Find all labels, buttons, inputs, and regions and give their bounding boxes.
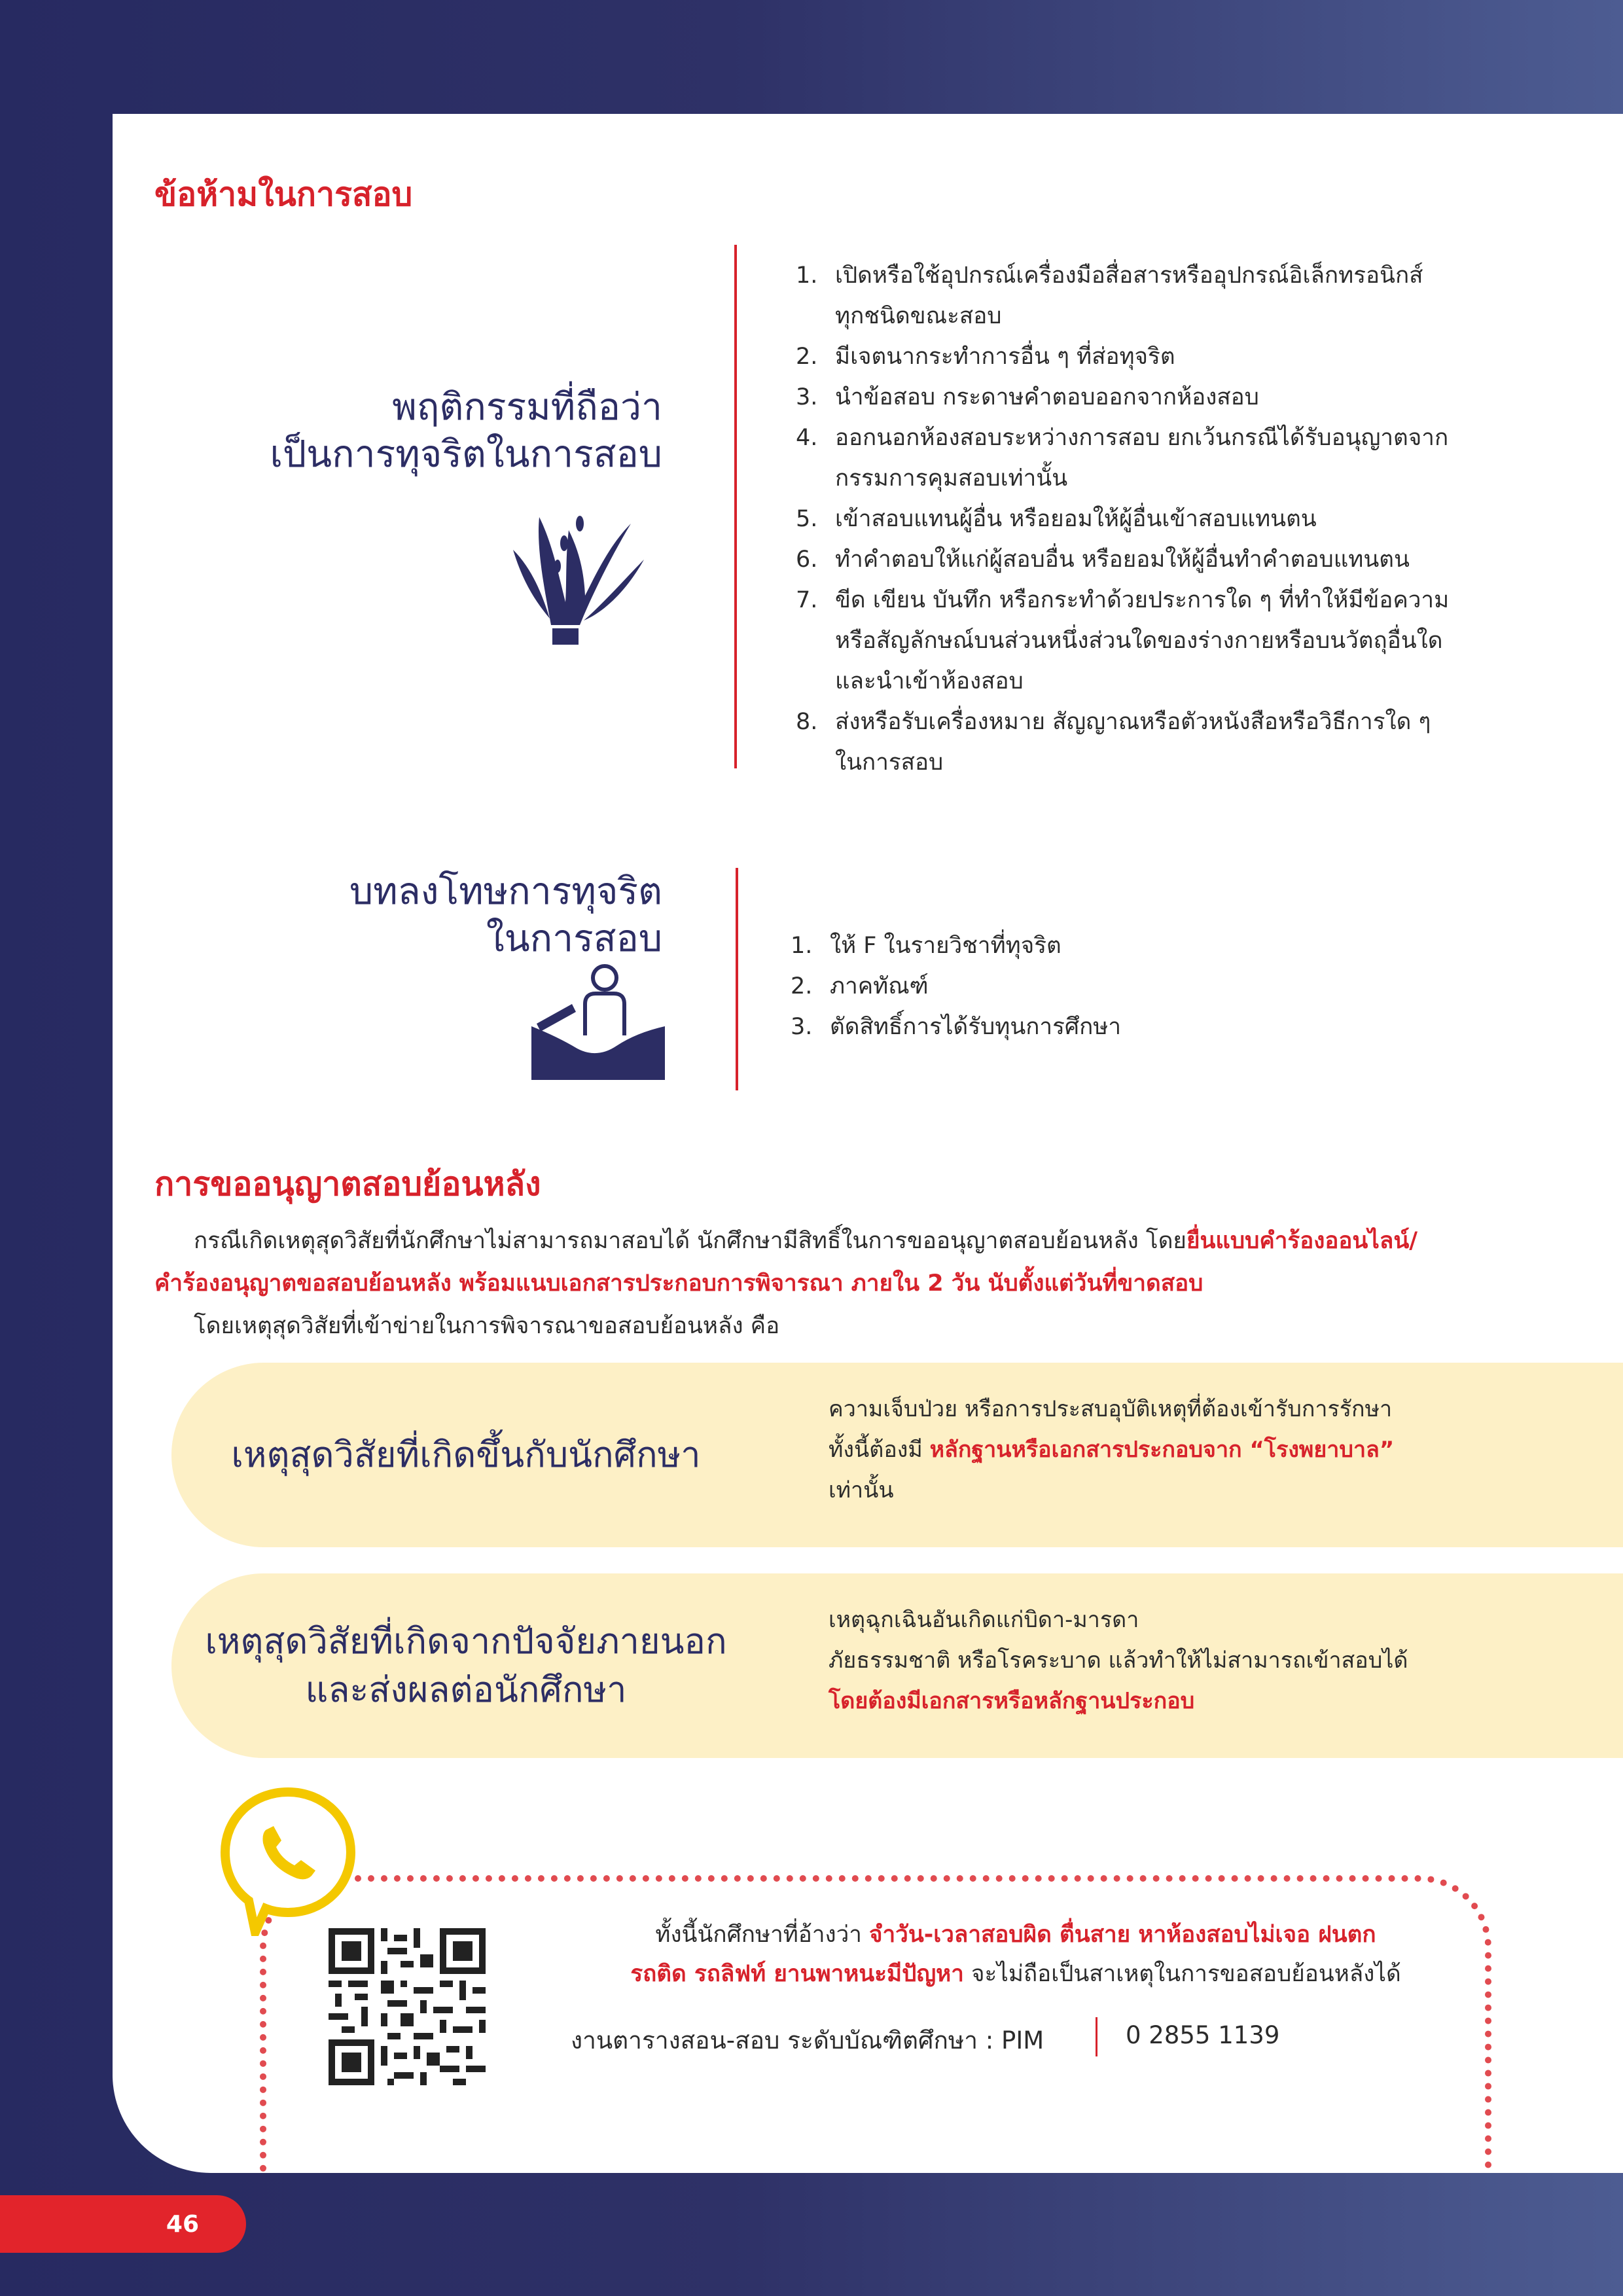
divider-line-2 <box>736 868 738 1090</box>
contact-divider <box>1096 2017 1097 2056</box>
list-item: 7. ขีด เขียน บันทึก หรือกระทำด้วยประการใด ๆ ที่ทำให้มีข้อความ หรือสัญลักษณ์บนส่วนหนึ่งส่วนใดของร่างกายหรือบนวัตถุอื่นใด และนำเข้าห้องสอบ <box>796 587 1450 694</box>
divider-line-1 <box>734 245 737 768</box>
phone-chat-icon <box>216 1783 360 1936</box>
case-description: ความเจ็บป่วย หรือการประสบอุบัติเหตุที่ต้องเข้ารับการรักษา ทั้งนี้ต้องมี หลักฐานหรือเอกสารประกอบจาก “โรงพยาบาล” เท่านั้น <box>829 1396 1395 1503</box>
person-in-water-icon <box>531 963 665 1080</box>
penalty-list <box>791 925 1380 1047</box>
list-item: 8. ส่งหรือรับเครื่องหมาย สัญญาณหรือตัวหนังสือหรือวิธีการใด ๆ ในการสอบ <box>796 709 1431 776</box>
title-line-1: บทลงโทษการทุจริต <box>349 870 662 913</box>
torn-paper-icon <box>507 497 651 648</box>
notice-text: ทั้งนี้นักศึกษาที่อ้างว่า จำวัน-เวลาสอบผิด ตื่นสาย หาห้องสอบไม่เจอ ฝนตก รถติด รถลิฟท์ ยานพาหนะมีปัญหา จะไม่ถือเป็นสาเหตุในการขอสอบย้อนหลังได้ <box>630 1922 1401 1987</box>
penalty-title <box>230 868 662 962</box>
para-highlight: ยื่นแบบคำร้องออนไลน์/ <box>1186 1228 1418 1254</box>
para-highlight-2: คำร้องอนุญาตขอสอบย้อนหลัง พร้อมแนบเอกสารประกอบการพิจารณา ภายใน 2 วัน นับตั้งแต่วันที่ขาดสอบ <box>154 1270 1204 1297</box>
case-card-student <box>171 1363 1623 1547</box>
page-number: 46 <box>0 2195 246 2253</box>
page-sheet <box>113 114 1623 2173</box>
list-item: 4. ออกนอกห้องสอบระหว่างการสอบ ยกเว้นกรณีได้รับอนุญาตจาก กรรมการคุมสอบเท่านั้น <box>796 425 1449 492</box>
list-item: 5. เข้าสอบแทนผู้อื่น หรือยอมให้ผู้อื่นเข้าสอบแทนตน <box>796 506 1317 532</box>
list-item: 3. ตัดสิทธิ์การได้รับทุนการศึกษา <box>791 1014 1122 1040</box>
cheating-behavior-title <box>230 384 662 478</box>
para-text: กรณีเกิดเหตุสุดวิสัยที่นักศึกษาไม่สามารถมาสอบได้ นักศึกษามีสิทธิ์ในการขออนุญาตสอบย้อนหลัง โดย <box>194 1228 1186 1254</box>
case-title: เหตุสุดวิสัยที่เกิดขึ้นกับนักศึกษา <box>231 1434 701 1475</box>
case-description: เหตุฉุกเฉินอันเกิดแก่บิดา-มารดา ภัยธรรมชาติ หรือโรคระบาด แล้วทำให้ไม่สามารถเข้าสอบได้ โดยต้องมีเอกสารหรือหลักฐานประกอบ <box>829 1607 1408 1714</box>
title-line-1: พฤติกรรมที่ถือว่า <box>392 386 662 429</box>
list-item: 1. ให้ F ในรายวิชาที่ทุจริต <box>791 933 1061 959</box>
case-card-external <box>171 1573 1623 1758</box>
list-item: 6. ทำคำตอบให้แก่ผู้สอบอื่น หรือยอมให้ผู้อื่นทำคำตอบแทนตน <box>796 547 1410 573</box>
section-heading-makeup-exam: การขออนุญาตสอบย้อนหลัง <box>154 1165 541 1203</box>
qr-code-icon <box>329 1928 486 2085</box>
list-item: 2. ภาคทัณฑ์ <box>791 973 929 999</box>
case-title: เหตุสุดวิสัยที่เกิดจากปัจจัยภายนอก และส่งผลต่อนักศึกษา <box>205 1621 727 1710</box>
makeup-exam-paragraph <box>154 1220 1607 1348</box>
office-name: งานตารางสอน-สอบ ระดับบัณฑิตศึกษา : PIM <box>571 2026 1044 2054</box>
section-heading-prohibitions: ข้อห้ามในการสอบ <box>154 175 413 213</box>
cheating-behavior-list <box>796 255 1529 783</box>
list-item: 2. มีเจตนากระทำการอื่น ๆ ที่ส่อทุจริต <box>796 344 1175 370</box>
list-item: 3. นำข้อสอบ กระดาษคำตอบออกจากห้องสอบ <box>796 384 1259 410</box>
para-criteria-intro: โดยเหตุสุดวิสัยที่เข้าข่ายในการพิจารณาขอสอบย้อนหลัง คือ <box>194 1313 780 1339</box>
phone-number[interactable]: 0 2855 1139 <box>1126 2021 1280 2049</box>
list-item: 1. เปิดหรือใช้อุปกรณ์เครื่องมือสื่อสารหรืออุปกรณ์อิเล็กทรอนิกส์ ทุกชนิดขณะสอบ <box>796 262 1423 329</box>
title-line-2: ในการสอบ <box>486 917 662 960</box>
title-line-2: เป็นการทุจริตในการสอบ <box>270 433 662 476</box>
